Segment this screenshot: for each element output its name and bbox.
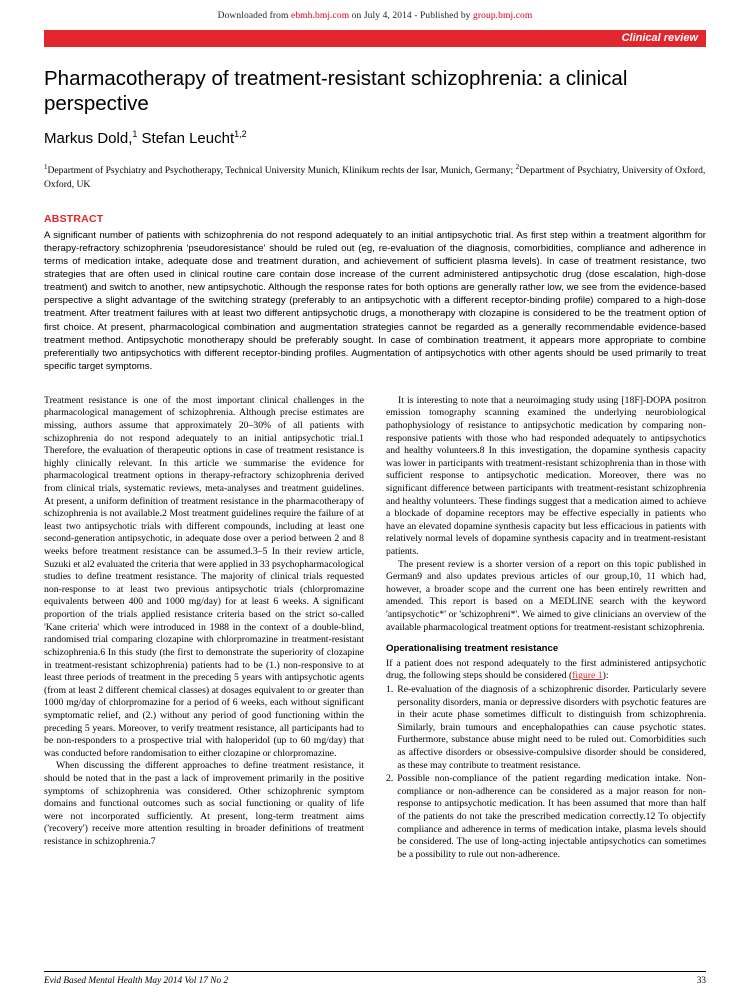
paragraph: Treatment resistance is one of the most important clinical challenges in the pharmacological management of schizophrenia. Although precise estimates are missing, authors assume that approximately 20–30% of all patients with schizophrenia do not respond adequately to an initial antipsychotic trial.1 Therefore, the evaluation of therapeutic options in case of treatment resistance is highly clinically relevant. In this article we summarise the evidence for pharmacological treatment options in therapy-refractory schizophrenia derived from clinical trials, systematic reviews, meta-analyses and treatment guidelines. At present, a uniform definition of treatment resistance in the pharmacotherapy of schizophrenia is not available.2 Most treatment guidelines require the failure of at least two antipsychotic trials with different compounds, including at least one second-generation antipsychotic, in adequate dose over a period between 2 and 8 weeks before treatment resistance can be assumed.3–5 In their review article, Suzuki et al2 evaluated the criteria that were applied in 33 psychopharmacological studies to define treatment resistance. The majority of clinical trials requested non-response to at least two previous antipsychotic trials (chlorpromazine equivalents between 400 and 1000 mg/day) for at least 6 weeks. A significant proportion of the trials applied resistance criteria based on the strict so-called 'Kane criteria' which were introduced in 1988 in the context of a double-blind, randomised trial comparing clozapine with chlorpromazine in treatment-resistant schizophrenia.6 In this study (the first to demonstrate the superiority of clozapine in treatment-resistant schizophrenia) patients had to be (1.) non-responsive to at least three periods of treatment in the preceding 5 years with antipsychotic agents (from at least 2 different chemical classes) at dosages equivalent to or greater than 1000 mg/day of chlorpromazine for a period of 6 weeks, each without significant symptomatic relief, and (2.) without any period of good functioning within the preceding 5 years. Moreover, to verify treatment resistance, all participants had to be non-responders to a prospective trial with haloperidol (up to 60 mg/day) that was conducted before randomisation to either clozapine or chlorpromazine. [44,394,364,759]
author-list: Markus Dold,$^1$ Stefan Leucht$^{1,2}$ [44,129,247,148]
list-item-number: 2. [386,773,394,785]
affiliations: $^1$Department of Psychiatry and Psychotherapy, Technical University Munich, Klinikum rechts der Isar, Munich, Germany; $^2$Department of Psychiatry, University of Oxford, Oxford, UK [44,163,706,191]
download-middle: on July 4, 2014 - Published by [349,11,474,21]
column-right [386,395,706,862]
figure-link[interactable]: figure 1 [572,670,603,682]
download-prefix: Downloaded from [217,11,291,21]
footer-journal: Evid Based Mental Health May 2014 Vol 17 No 2 [44,976,229,986]
abstract-body: A significant number of patients with schizophrenia do not respond adequately to an initial antipsychotic trial. As first step within a treatment algorithm for therapy-refractory schizophrenia 'pseudoresistance' should be ruled out (eg, re-evaluation of the diagnosis, comorbidities, compliance and adherence in terms of medication intake, adequate dose and treatment duration, and achievement of sufficient plasma levels). In case of treatment resistance, two strategies that are often used in clinical routine care contain dose increase of the current administered antipsychotic drug (dose escalation, high-dose treatment) and switch to another, new antipsychotic. Although the response rates for both options are generally rather low, we see from the evidence-based perspective a slight advantage of the switching strategy (preferably to an antipsychotic with a different receptor-binding profile) compared to a high-dose treatment. After treatment failures with at least two different antipsychotic drugs, a monotherapy with clozapine is considered to be the treatment option of first choice. At present, pharmacological combination and augmentation strategies cannot be regarded as a generally recommendable evidence-based treatment method. Antipsychotic monotherapy should be preferably sought. In case of combination treatment, it appears more appropriate to combine preferentially two antipsychotics with different receptor-binding profiles. Augmentation of antipsychotics with other agents should be used primarily to treat specific target symptoms. [44,230,706,372]
page-title: Pharmacotherapy of treatment-resistant schizophrenia: a clinical perspective [44,67,628,115]
download-link-ebmh[interactable]: ebmh.bmj.com [291,11,350,21]
paragraph: The present review is a shorter version of a report on this topic published in German9 and also updates previous articles of our group,10, 11 which had, however, a broader scope and the current one has been entirely rewritten and amended. This report is based on a MEDLINE search with the keyword 'antipsychotic*' or 'schizophreni*'. We aimed to give clinicians an overview of the available pharmacological treatment options for treatment-resistant schizophrenia. [386,558,706,633]
list-item-number: 1. [386,683,394,695]
paragraph: It is interesting to note that a neuroimaging study using [18F]-DOPA positron emission tomography scanning examined the underlying neurobiological pathophysiology of resistance to antipsychotic medication by comparing non-responsive patients with those who had responded adequately to antipsychotics and healthy volunteers.8 In this investigation, the dopamine synthesis capacity was lower in participants with treatment-resistant schizophrenia than in those with sufficient response to antipsychotic medication. Moreover, there was no significant difference between participants with treatment-resistant schizophrenia and healthy volunteers. These findings suggest that a medication aimed to achieve a blockade of dopamine receptors may be effective especially in patients who have an elevated dopamine synthesis capacity but less efficacious in patients with relatively normal levels of dopamine synthesis capacity and in treatment-resistant patients. [386,394,706,558]
paragraph: When discussing the different approaches to define treatment resistance, it should be noted that in the past a lack of improvement primarily in the positive symptoms of schizophrenia was considered. Other schizophrenic symptom domains and functional outcomes such as social functioning or quality of life were not incorporated sufficiently. At present, long-term treatment aims ('recovery') receive more attention resulting in broader definitions of treatment resistance in schizophrenia.7 [44,760,364,848]
download-link-group[interactable]: group.bmj.com [473,11,533,21]
section-heading: Operationalising treatment resistance [386,643,559,655]
list-item [386,684,706,772]
list-item-text: Re-evaluation of the diagnosis of a schizophrenic disorder. Particularly severe personality disorders, mania or depressive disorders with psychotic features are in their acute phase sometimes difficult to distinguish from schizophrenia. Similarly, brain tumours and encephalopathies can cause psychotic states. Furthermore, substance abuse might need to be ruled out. Comorbidities such as affective disorders or obsessive-compulsive disorder should be considered, as these may contribute to treatment resistance. [397,683,706,771]
list-item [386,773,706,861]
section-label: Clinical review [621,32,698,44]
download-notice [44,0,706,21]
list-item-text: Possible non-compliance of the patient regarding medication intake. Non-compliance or non-adherence can be considered as a major reason for non-response to antipsychotic medication. It has been assumed that more than half of the patients do not take the prescribed medication correctly.12 To objectify compliance and adherence in terms of medication intake, plasma levels should be considered. The use of long-acting injectable antipsychotics can sometimes be a possibility to rule out non-adherence. [397,773,706,860]
header-band [44,30,706,47]
footer-page-number: 33 [696,976,706,986]
abstract-heading: ABSTRACT [44,213,104,226]
paragraph: If a patient does not respond adequately to the first administered antipsychotic drug, the following steps should be considered (figure 1): [386,657,706,682]
column-left [44,395,364,862]
page-footer [44,971,706,986]
body-columns [44,395,706,862]
steps-list [386,684,706,862]
